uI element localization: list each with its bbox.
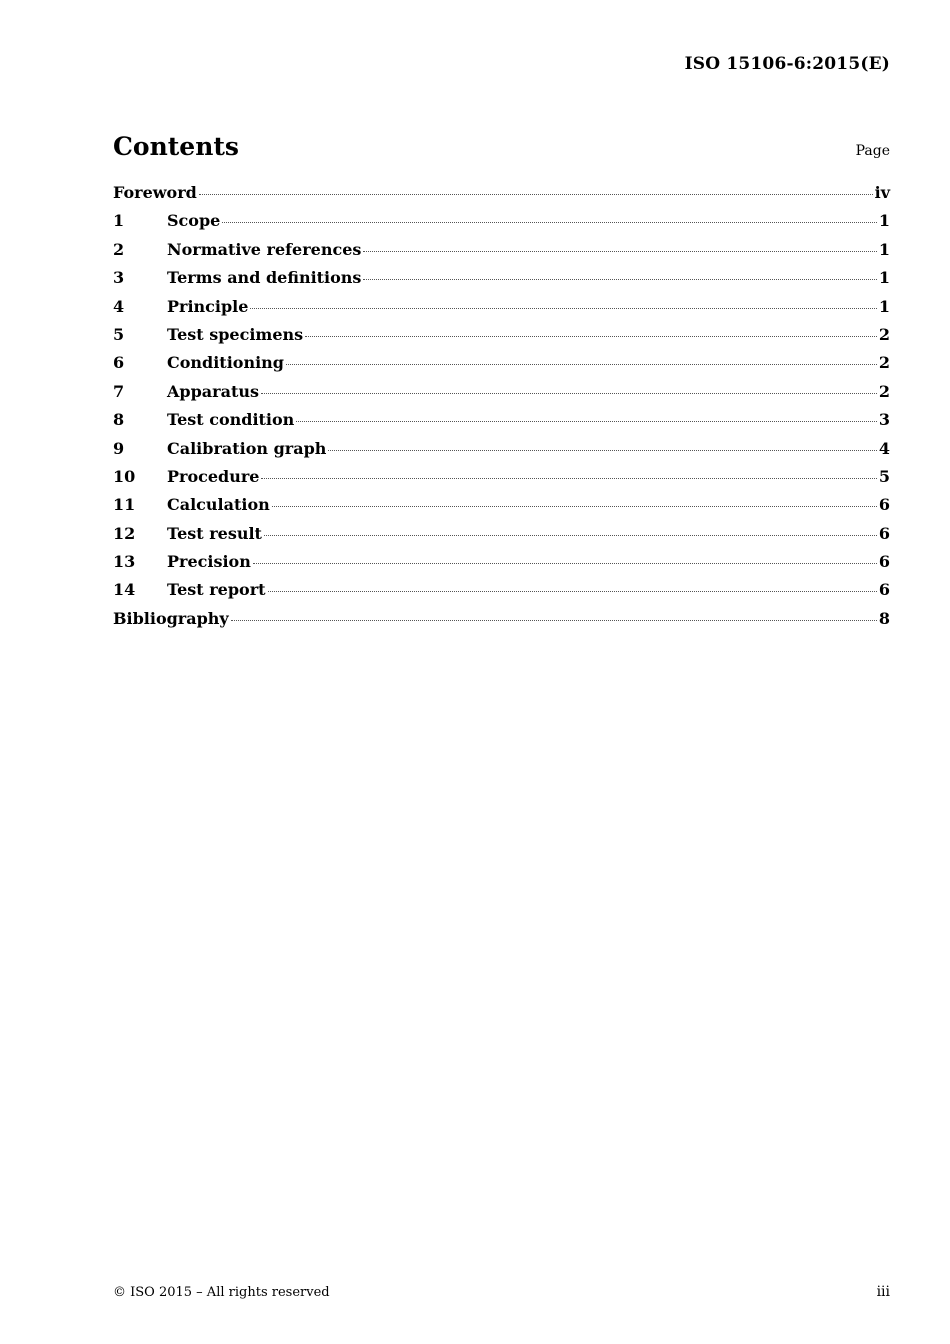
toc-entry-number: 8 xyxy=(113,410,125,430)
dot-leader xyxy=(261,393,877,394)
dot-leader xyxy=(272,506,877,507)
toc-entry[interactable] xyxy=(113,580,890,608)
toc-entry-number: 9 xyxy=(113,438,125,458)
dot-leader xyxy=(222,222,877,223)
toc-entry[interactable] xyxy=(113,410,890,438)
toc-entry-page: 1 xyxy=(878,296,890,316)
toc-entry-number: 6 xyxy=(113,353,125,373)
toc-entry-page: 2 xyxy=(878,324,890,344)
toc-title: Contents xyxy=(113,132,240,161)
toc-entry-title: Test report xyxy=(167,580,266,600)
toc-entry-number: 13 xyxy=(113,552,136,572)
toc-entry[interactable] xyxy=(113,211,890,239)
toc-entry[interactable] xyxy=(113,353,890,381)
toc-entry-number: 10 xyxy=(113,466,136,486)
toc-entry-title: Bibliography xyxy=(113,608,229,628)
dot-leader xyxy=(264,535,877,536)
toc-entry[interactable] xyxy=(113,495,890,523)
dot-leader xyxy=(328,450,876,451)
toc-entry-number: 1 xyxy=(113,211,125,231)
toc-entry-page: 6 xyxy=(878,495,890,515)
toc-entry-number: 3 xyxy=(113,268,125,288)
toc-entry[interactable] xyxy=(113,439,890,467)
toc-entry-title: Procedure xyxy=(167,466,260,486)
dot-leader xyxy=(231,620,877,621)
toc-entry-page: iv xyxy=(874,183,890,202)
toc-entry-number: 11 xyxy=(113,495,136,515)
toc-entry-page: 3 xyxy=(878,410,890,430)
toc-entry-page: 4 xyxy=(878,438,890,458)
toc-entry-number: 4 xyxy=(113,296,125,316)
toc-entry-page: 1 xyxy=(878,211,890,231)
page-footer xyxy=(113,1284,890,1300)
dot-leader xyxy=(363,251,876,252)
toc-entry[interactable] xyxy=(113,268,890,296)
toc-entry-page: 6 xyxy=(878,523,890,543)
dot-leader xyxy=(250,308,876,309)
toc-entry-page: 6 xyxy=(878,552,890,572)
dot-leader xyxy=(199,194,873,195)
toc-entry-title: Test condition xyxy=(167,410,295,430)
dot-leader xyxy=(363,279,876,280)
dot-leader xyxy=(261,478,876,479)
toc-entry-page: 2 xyxy=(878,381,890,401)
toc-entry[interactable] xyxy=(113,183,890,211)
toc-entry-page: 1 xyxy=(878,239,890,259)
dot-leader xyxy=(253,563,877,564)
toc-entry-title: Normative references xyxy=(167,239,362,259)
toc-entry-page: 1 xyxy=(878,268,890,288)
toc-entry-title: Terms and definitions xyxy=(167,268,362,288)
dot-leader xyxy=(268,591,877,592)
toc-entry-page: 2 xyxy=(878,353,890,373)
copyright-notice: © ISO 2015 – All rights reserved xyxy=(113,1285,330,1300)
toc-entry[interactable] xyxy=(113,297,890,325)
page-number: iii xyxy=(876,1284,890,1300)
toc-entry-title: Calibration graph xyxy=(167,438,327,458)
toc-entry-number: 2 xyxy=(113,239,125,259)
toc-entry-title: Principle xyxy=(167,296,249,316)
toc-entry-title: Foreword xyxy=(113,183,197,202)
toc-entry-page: 6 xyxy=(878,580,890,600)
page-column-label: Page xyxy=(855,143,890,159)
toc-entry-title: Scope xyxy=(167,211,221,231)
toc-entry[interactable] xyxy=(113,467,890,495)
dot-leader xyxy=(296,421,877,422)
dot-leader xyxy=(286,364,877,365)
toc-entry-title: Test specimens xyxy=(167,324,304,344)
toc-entry-title: Precision xyxy=(167,552,251,572)
toc-entry-title: Test result xyxy=(167,523,262,543)
toc-header xyxy=(113,132,890,161)
toc-entry[interactable] xyxy=(113,240,890,268)
toc-entry-title: Conditioning xyxy=(167,353,284,373)
toc-entry-number: 12 xyxy=(113,523,136,543)
toc-entry-title: Calculation xyxy=(167,495,270,515)
toc-entry[interactable] xyxy=(113,325,890,353)
document-id: ISO 15106-6:2015(E) xyxy=(684,54,890,74)
toc-entry-page: 5 xyxy=(878,466,890,486)
toc-list xyxy=(113,183,890,637)
toc-entry-number: 7 xyxy=(113,381,125,401)
toc-entry[interactable] xyxy=(113,382,890,410)
toc-entry-number: 14 xyxy=(113,580,136,600)
toc-entry-page: 8 xyxy=(878,608,890,628)
dot-leader xyxy=(305,336,877,337)
toc-entry-title: Apparatus xyxy=(167,381,259,401)
toc-entry[interactable] xyxy=(113,524,890,552)
toc-entry[interactable] xyxy=(113,609,890,637)
toc-entry[interactable] xyxy=(113,552,890,580)
toc-entry-number: 5 xyxy=(113,324,125,344)
